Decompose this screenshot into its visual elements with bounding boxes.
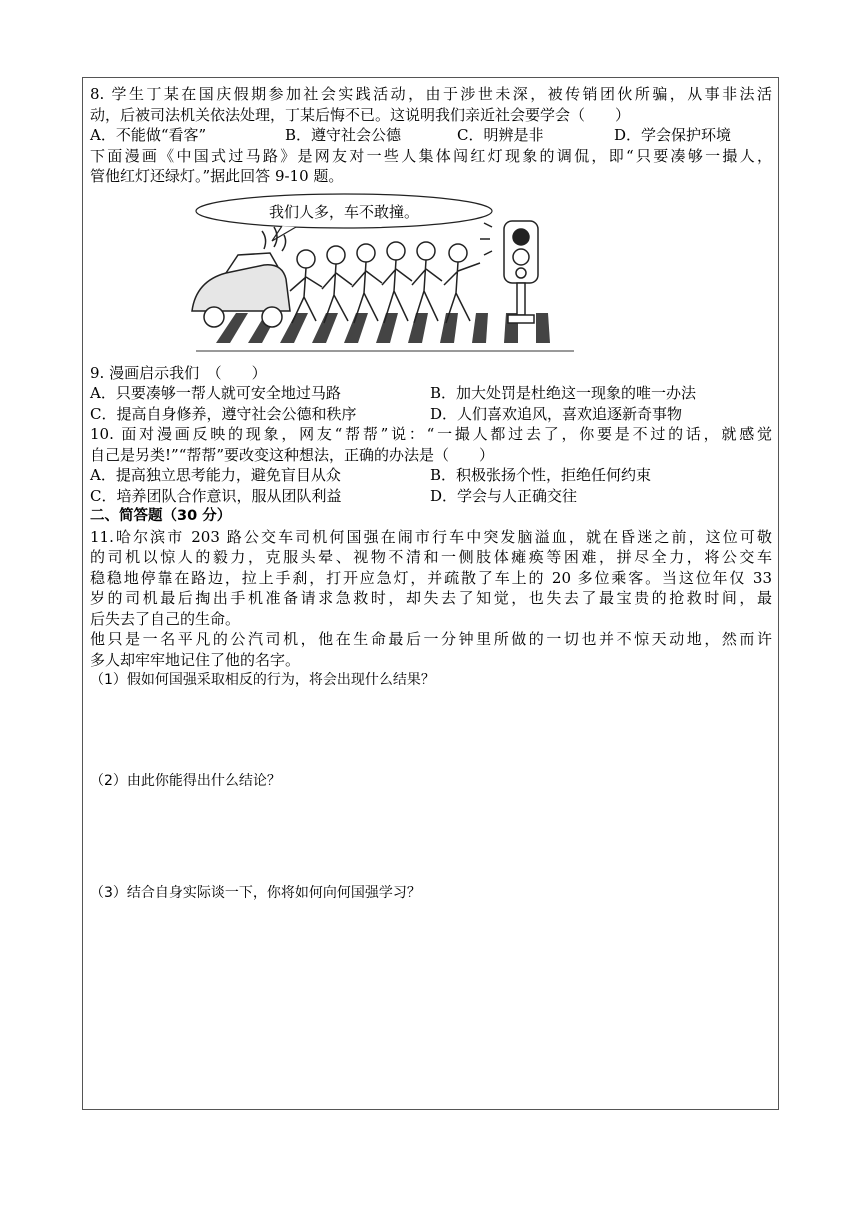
q10-options-row-2 — [90, 486, 772, 507]
q9-option-d: D．人们喜欢追风，喜欢追逐新奇事物 — [430, 404, 683, 423]
section-2-heading: 二、简答题（30 分） — [90, 508, 232, 524]
q11-sub-question-1: （1）假如何国强采取相反的行为，将会出现什么结果？ — [90, 672, 435, 688]
q11-para1-line-3: 稳稳地停靠在路边，拉上手刹，打开应急灯，并疏散了车上的 20 多位乘客。当这位年仅 33 — [90, 568, 772, 587]
q11-para1-line-4: 岁的司机最后掏出手机准备请求急救时，却失去了知觉，也失去了最宝贵的抢救时间，最 — [90, 589, 772, 607]
q8-option-a: A．不能做“看客” — [90, 126, 207, 144]
q11-para1-line-1: 11.哈尔滨市 203 路公交车司机何国强在闹市行车中突发脑溢血，就在昏迷之前，这位可敬 — [90, 527, 772, 546]
q11-sub-question-2: （2）由此你能得出什么结论？ — [90, 772, 281, 789]
q8-option-c: C．明辨是非 — [457, 126, 544, 144]
traffic-light — [480, 221, 538, 323]
intro-line-1: 下面漫画《中国式过马路》是网友对一些人集体闯红灯现象的调侃，即“只要凑够一撮人， — [90, 146, 772, 165]
q8-stem-line-2: 动，后被司法机关依法处理，丁某后悔不已。这说明我们亲近社会要学会（ ） — [90, 105, 631, 124]
answer-space-1[interactable] — [90, 691, 772, 771]
pedestrian — [352, 244, 382, 323]
question-8 — [90, 84, 772, 146]
crossing-cartoon — [186, 193, 574, 355]
question-9 — [90, 363, 772, 425]
pedestrian — [444, 244, 480, 323]
intro-line-2: 管他红灯还绿灯。”据此回答 9-10 题。 — [90, 167, 344, 185]
q8-option-d: D．学会保护环境 — [614, 126, 732, 144]
q9-option-a: A．只要凑够一帮人就可安全地过马路 — [90, 384, 341, 402]
question-10 — [90, 424, 772, 506]
question-11 — [90, 527, 772, 996]
answer-space-2[interactable] — [90, 791, 772, 883]
q11-para2-line-1: 他只是一名平凡的公汽司机，他在生命最后一分钟里所做的一切也并不惊天动地，然而许 — [90, 630, 772, 648]
q8-stem-line-1: 8. 学生丁某在国庆假期参加社会实践活动，由于涉世未深，被传销团伙所骗，从事非法活 — [90, 85, 772, 103]
q9-option-b: B．加大处罚是杜绝这一现象的唯一办法 — [430, 384, 697, 402]
car-drawing — [192, 227, 290, 327]
q11-sub-question-3: （3）结合自身实际谈一下，你将如何向何国强学习？ — [90, 885, 421, 901]
q11-para1-line-2: 的司机以惊人的毅力，克服头晕、视物不清和一侧肢体瘫痪等困难，拼尽全力，将公交车 — [90, 548, 772, 566]
q11-para1-line-5: 后失去了自己的生命。 — [90, 609, 241, 628]
speech-bubble — [196, 194, 492, 241]
q10-option-d: D．学会与人正确交往 — [430, 486, 578, 505]
q10-stem-line-1: 10. 面对漫画反映的现象，网友“帮帮”说：“一撮人都过去了，你要是不过的话，就感觉 — [90, 425, 772, 443]
q10-stem-line-2: 自己是另类!”“帮帮”要改变这种想法，正确的办法是（ ） — [90, 445, 495, 464]
q8-options — [90, 125, 772, 146]
pedestrian — [382, 242, 412, 323]
pedestrian — [290, 250, 322, 323]
pedestrian — [322, 246, 352, 323]
q10-option-b: B．积极张扬个性，拒绝任何约束 — [430, 466, 652, 484]
answer-space-3[interactable] — [90, 904, 772, 996]
cartoon-intro — [90, 146, 772, 187]
q9-option-c: C．提高自身修养，遵守社会公德和秩序 — [90, 404, 357, 423]
speech-text: 我们人多，车不敢撞。 — [268, 202, 420, 221]
q10-options-row-1 — [90, 465, 772, 486]
q10-option-a: A．提高独立思考能力，避免盲目从众 — [90, 466, 341, 484]
q9-stem: 9. 漫画启示我们 （ ） — [90, 363, 267, 382]
q8-option-b: B．遵守社会公德 — [285, 126, 402, 144]
pedestrian — [412, 242, 442, 323]
worksheet-content — [90, 84, 772, 996]
q11-para2-line-2: 多人却牢牢地记住了他的名字。 — [90, 650, 301, 669]
q9-options-row-1 — [90, 383, 772, 404]
pedestrian-group — [290, 242, 480, 323]
q9-options-row-2 — [90, 404, 772, 425]
q10-option-c: C．培养团队合作意识，服从团队利益 — [90, 486, 342, 505]
